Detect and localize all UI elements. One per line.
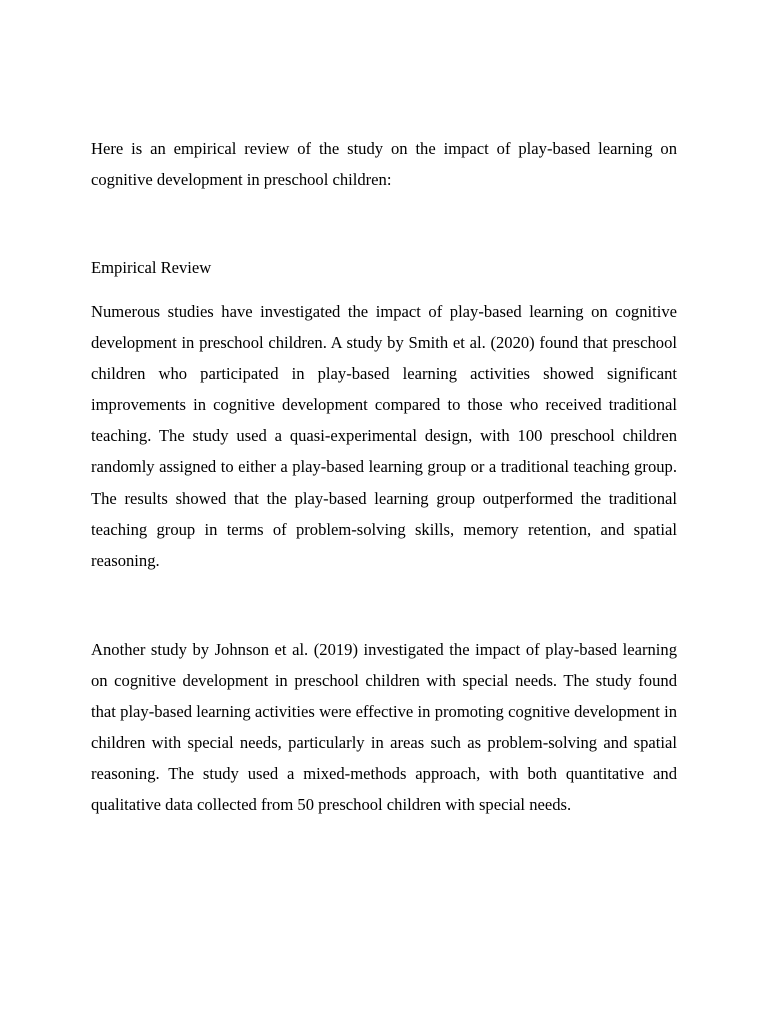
body-paragraph-2: Another study by Johnson et al. (2019) investigated the impact of play-based learning on cognitive development in preschool children with special needs. The study found that play-based learning activities were effective in promoting cognitive development in children with special needs, particularly in areas such as problem-solving and spatial reasoning. The study used a mixed-methods approach, with both quantitative and qualitative data collected from 50 preschool children with special needs. [91, 640, 677, 815]
document-page [91, 0, 677, 1024]
body-paragraph-1: Numerous studies have investigated the impact of play-based learning on cognitive development in preschool children. A study by Smith et al. (2020) found that preschool children who participated in play-based learning activities showed significant improvements in cognitive development compared to those who received traditional teaching. The study used a quasi-experimental design, with 100 preschool children randomly assigned to either a play-based learning group or a traditional teaching group. The results showed that the play-based learning group outperformed the traditional teaching group in terms of problem-solving skills, memory retention, and spatial reasoning. [91, 302, 677, 570]
intro-paragraph: Here is an empirical review of the study on the impact of play-based learning on cognitive development in preschool children: [91, 139, 677, 190]
section-heading: Empirical Review [91, 258, 212, 277]
